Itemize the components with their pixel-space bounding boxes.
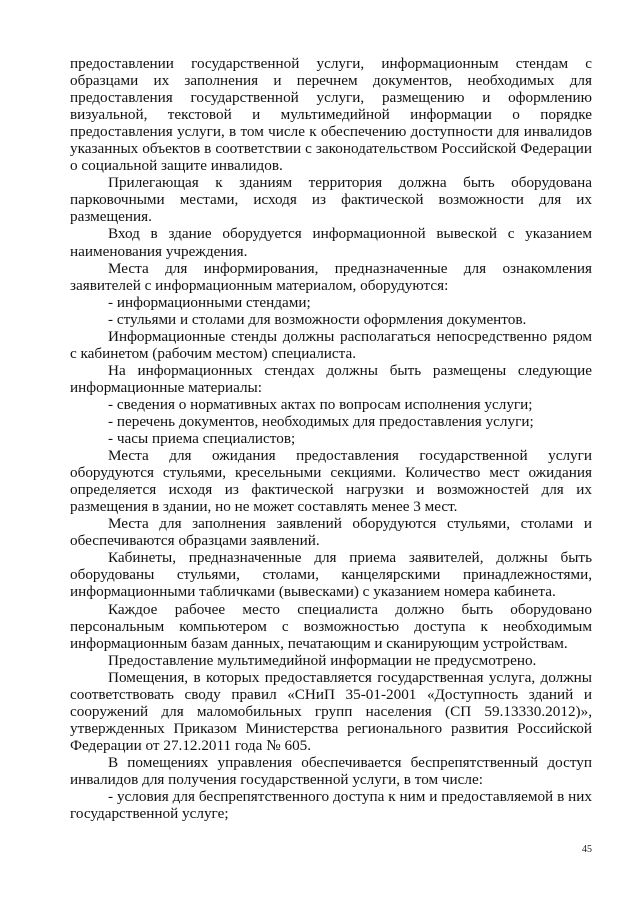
list-item-4: - перечень документов, необходимых для предоставления услуги;: [108, 412, 534, 430]
paragraph-5: Информационные стенды должны располагаться непосредственно рядом с кабинетом (рабочим местом) специалиста.: [70, 327, 592, 362]
paragraph-1: предоставлении государственной услуги, информационным стендам с образцами их заполнения и перечнем документов, необходимых для предоставления государственной услуги, размещению и оформлению визуальной, текстовой и мультимедийной информации о порядке предоставления услуги, в том числе к обеспечению доступности для инвалидов указанных объектов в соответствии с законодательством Российской Федерации о социальной защите инвалидов.: [70, 55, 592, 175]
page-number: 45: [582, 844, 592, 855]
list-item-6: - условия для беспрепятственного доступа к ним и предоставляемой в них государственной услуге;: [70, 788, 592, 823]
list-item-2: - стульями и столами для возможности оформления документов.: [108, 310, 527, 328]
paragraph-9: Кабинеты, предназначенные для приема заявителей, должны быть оборудованы стульями, столами, канцелярскими принадлежностями, информационными табличками (вывесками) с указанием номера кабинета.: [70, 549, 592, 601]
paragraph-8: Места для заполнения заявлений оборудуются стульями, столами и обеспечиваются образцами заявлений.: [70, 515, 592, 550]
list-item-1: - информационными стендами;: [108, 293, 311, 311]
paragraph-13: В помещениях управления обеспечивается беспрепятственный доступ инвалидов для получения государственной услуги, в том числе:: [70, 753, 592, 788]
paragraph-4: Места для информирования, предназначенные для ознакомления заявителей с информационным материалом, оборудуются:: [70, 259, 592, 294]
paragraph-12: Помещения, в которых предоставляется государственная услуга, должны соответствовать своду правил «СНиП 35-01-2001 «Доступность зданий и сооружений для маломобильных групп населения (СП 59.13330.2012)», утвержденных Приказом Министерства регионального развития Российской Федерации от 27.12.2011 года № 605.: [70, 668, 592, 754]
paragraph-11: Предоставление мультимедийной информации не предусмотрено.: [108, 651, 537, 669]
list-item-5: - часы приема специалистов;: [108, 430, 296, 448]
paragraph-10: Каждое рабочее место специалиста должно быть оборудовано персональным компьютером с возможностью доступа к необходимым информационным базам данных, печатающим и сканирующим устройствам.: [70, 600, 592, 652]
paragraph-2: Прилегающая к зданиям территория должна быть оборудована парковочными местами, исходя из фактической возможности для их размещения.: [70, 174, 592, 226]
body-text: [70, 55, 592, 822]
paragraph-3: Вход в здание оборудуется информационной вывеской с указанием наименования учреждения.: [70, 225, 592, 260]
list-item-3: - сведения о нормативных актах по вопросам исполнения услуги;: [108, 395, 533, 413]
paragraph-7: Места для ожидания предоставления государственной услуги оборудуются стульями, кресельными секциями. Количество мест ожидания определяется исходя из фактической нагрузки и возможностей для их размещения в здании, но не может составлять менее 3 мест.: [70, 447, 592, 516]
paragraph-6: На информационных стендах должны быть размещены следующие информационные материалы:: [70, 361, 592, 396]
